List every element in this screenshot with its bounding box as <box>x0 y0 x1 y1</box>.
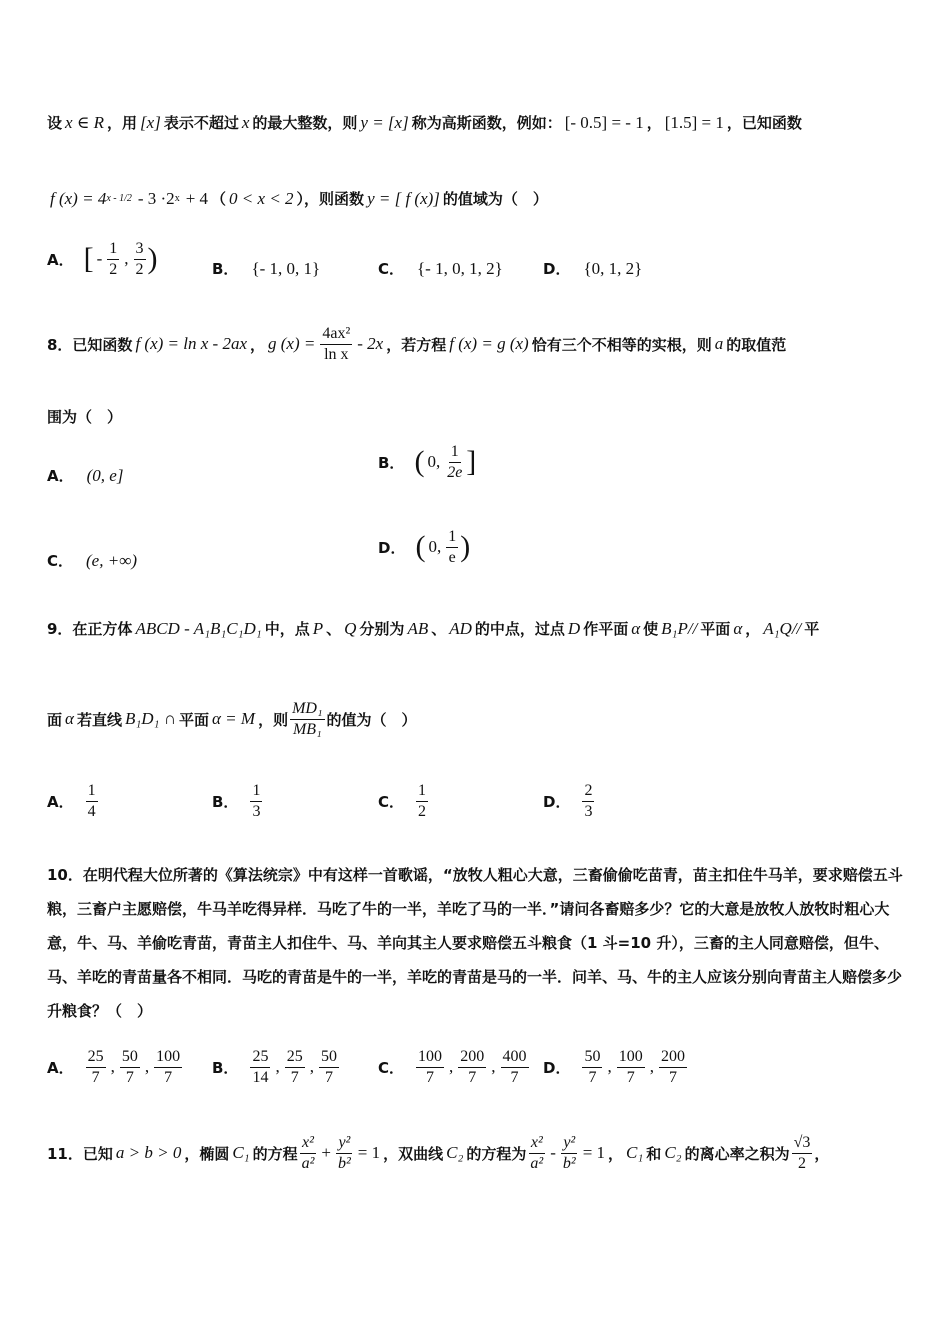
option-label: C． <box>378 1058 405 1077</box>
math: 0, <box>428 537 442 557</box>
fraction: $\frac{\text{x²}}{\text{a²}}$ <box>530 1134 544 1172</box>
math: + 4 <box>185 188 209 208</box>
fraction: $\frac{2}{3}$ <box>584 782 593 820</box>
fraction: $\frac{50}{7}$ <box>584 1048 601 1086</box>
fraction: $\frac{25}{14}$ <box>252 1048 269 1086</box>
fraction: $\frac{400}{7}$ <box>502 1048 527 1086</box>
bracket-icon: ( <box>414 445 425 479</box>
q9-line2 <box>47 700 417 738</box>
text: ，若方程 <box>386 335 447 354</box>
fraction: $\frac{\text{4ax²}}{\text{ln x}}$ <box>322 325 351 363</box>
math: + <box>321 1143 331 1163</box>
text: ， <box>608 1144 624 1163</box>
q9-option-d[interactable] <box>543 782 596 820</box>
option-label: C． <box>47 552 74 570</box>
fraction: $\frac{25}{7}$ <box>87 1048 104 1086</box>
q7-option-d[interactable] <box>543 258 645 279</box>
fraction: $\frac{50}{7}$ <box>121 1048 138 1086</box>
text: 中，点 <box>264 620 310 638</box>
math: B₁D₁ ∩ <box>124 709 176 729</box>
text: 的取值范 <box>726 335 787 354</box>
fraction: $\frac{100}{7}$ <box>418 1048 443 1086</box>
math: , <box>649 1057 654 1077</box>
fraction: $\frac{1}{2}$ <box>109 240 118 278</box>
text: ， <box>250 335 266 354</box>
text: 分别为 <box>359 620 405 638</box>
text: 围为（ ） <box>47 408 123 426</box>
text: 8．已知函数 <box>47 335 133 354</box>
option-label: B． <box>212 792 239 811</box>
text: ），则函数 <box>296 190 365 208</box>
math: C₁ <box>232 1143 250 1163</box>
option-label: C． <box>378 792 405 811</box>
math: B₁P// <box>661 618 698 638</box>
text: ， <box>646 114 662 132</box>
math: x <box>241 112 250 132</box>
q8-line2 <box>47 406 122 427</box>
math: (e, +∞) <box>86 550 137 570</box>
option-label: D． <box>543 1058 571 1077</box>
math: , <box>449 1057 454 1077</box>
math: y = [x] <box>360 112 409 132</box>
q8-option-a[interactable] <box>47 465 126 486</box>
math: - <box>550 1143 556 1163</box>
fraction: $\frac{1}{3}$ <box>252 782 261 820</box>
math: {- 1, 0, 1, 2} <box>417 258 503 278</box>
math: x ∈ R <box>65 112 105 132</box>
math: ABCD - A₁B₁C₁D₁ <box>135 618 262 638</box>
bracket-icon: ( <box>415 530 426 564</box>
text: 的离心率之积为 <box>684 1144 790 1163</box>
math: , <box>124 249 129 269</box>
fraction: $\frac{1}{4}$ <box>87 782 96 820</box>
text: ，椭圆 <box>184 1144 230 1163</box>
fraction: $\frac{100}{7}$ <box>618 1048 643 1086</box>
option-label: D． <box>543 792 571 811</box>
text: 、 <box>326 620 342 638</box>
text: ，用 <box>107 114 138 132</box>
text: ，则 <box>258 710 289 729</box>
text: ， <box>814 1144 830 1163</box>
q10-text: 10．在明代程大位所著的《算法统宗》中有这样一首歌谣，“放牧人粗心大意，三畜偷偷吃苗青，苗主扣住牛马羊，要求赔偿五斗粮，三畜户主愿赔偿，牛马羊吃得异样．马吃了牛的一半，羊吃了马的一半．”请问各畜赔多少？它的大意是放牧人放牧时粗心大意，牛、马、羊偷吃青苗，青苗主人扣住牛、马、羊向其主人要求赔偿五斗粮食（1 斗=10 升），三畜的主人同意赔偿，但牛、马、羊吃的青苗量各不相同．马吃的青苗是牛的一半，羊吃的青苗是马的一半．问羊、马、牛的主人应该分别向青苗主人赔偿多少升粮食？（ ） <box>47 866 903 1020</box>
math: P <box>312 618 324 638</box>
q7-line2 <box>47 188 548 209</box>
q9-option-a[interactable] <box>47 782 100 820</box>
math: α = M <box>212 709 256 729</box>
math: [x] <box>140 112 161 132</box>
math: C₂ <box>446 1143 464 1163</box>
option-label: A． <box>47 1058 74 1077</box>
text: 恰有三个不相等的实根，则 <box>531 335 712 354</box>
q9-option-b[interactable] <box>212 782 264 820</box>
text: 的中点，过点 <box>474 620 565 638</box>
math: {- 1, 0, 1} <box>251 258 321 278</box>
fraction: $\frac{\text{y²}}{\text{b²}}$ <box>562 1134 576 1172</box>
option-label: B． <box>378 453 405 472</box>
math: C₂ <box>664 1143 682 1163</box>
option-label: D． <box>378 538 406 557</box>
option-label: B． <box>212 260 239 278</box>
math: f (x) = ln x - 2ax <box>135 334 247 354</box>
math: y = [ f (x)] <box>367 188 440 208</box>
q8-option-d[interactable] <box>378 528 470 566</box>
text: 9．在正方体 <box>47 620 133 638</box>
math: - <box>96 249 103 269</box>
q9-option-c[interactable] <box>378 782 430 820</box>
text: 使 <box>643 620 659 638</box>
fraction: $\frac{1}{2}$ <box>418 782 427 820</box>
text: 面 <box>47 710 63 729</box>
q7-option-c[interactable] <box>378 258 506 279</box>
math: , <box>144 1057 150 1077</box>
math: AB <box>407 618 429 638</box>
fraction: $\frac{1}{2e}$ <box>447 443 463 481</box>
fraction: $\frac{3}{2}$ <box>135 240 144 278</box>
bracket-icon: [ <box>83 242 94 276</box>
math: , <box>275 1057 280 1077</box>
fraction: $\frac{\text{MD₁}}{\text{MB₁}}$ <box>292 700 323 738</box>
text: ，双曲线 <box>383 1144 444 1163</box>
math: = 1 <box>357 1143 381 1163</box>
text: 11．已知 <box>47 1144 113 1163</box>
fraction: $\frac{√3}{2}$ <box>793 1134 811 1172</box>
math: C₁ <box>626 1143 644 1163</box>
q10-option-b[interactable] <box>212 1048 341 1086</box>
math: , <box>309 1057 314 1077</box>
fraction: $\frac{1}{e}$ <box>448 528 457 566</box>
text: 和 <box>646 1144 662 1163</box>
math: f (x) = 4 x - 1/2 <box>50 188 132 208</box>
math: = 1 <box>582 1143 606 1163</box>
math: α <box>65 709 74 729</box>
text: 平面 <box>178 710 209 729</box>
math: a > b > 0 <box>115 1143 182 1163</box>
text: 的方程 <box>252 1144 298 1163</box>
q8-line1 <box>47 325 786 363</box>
text: 的值为（ ） <box>326 710 417 729</box>
text: 的值域为（ ） <box>442 190 548 208</box>
fraction: $\frac{200}{7}$ <box>660 1048 685 1086</box>
text: 称为高斯函数，例如： <box>411 114 562 132</box>
math: D <box>567 618 581 638</box>
option-label: A． <box>47 250 74 269</box>
bracket-icon: ) <box>460 530 471 564</box>
math: a <box>714 334 724 354</box>
fraction: $\frac{50}{7}$ <box>320 1048 337 1086</box>
math: [1.5] = 1 <box>664 112 724 132</box>
fraction: $\frac{\text{y²}}{\text{b²}}$ <box>338 1134 351 1172</box>
math: 0, <box>427 452 441 472</box>
q10-option-c[interactable] <box>378 1048 531 1086</box>
text: ， <box>745 620 761 638</box>
fraction: $\frac{100}{7}$ <box>156 1048 181 1086</box>
math: A₁Q// <box>763 618 802 638</box>
math: f (x) = g (x) <box>449 334 529 354</box>
fraction: $\frac{200}{7}$ <box>460 1048 485 1086</box>
option-label: C． <box>378 260 405 278</box>
text: 的方程为 <box>466 1144 527 1163</box>
option-label: B． <box>212 1058 239 1077</box>
text: 的最大整数，则 <box>252 114 358 132</box>
q7-option-b[interactable] <box>212 258 323 279</box>
option-label: A． <box>47 792 74 811</box>
q10-option-a[interactable] <box>47 1048 184 1086</box>
q8-option-b[interactable] <box>378 443 476 481</box>
math: , <box>110 1057 115 1077</box>
math: - 3 ·2 x <box>137 188 180 208</box>
math: Q <box>344 618 357 638</box>
text: 、 <box>431 620 447 638</box>
text: ，已知函数 <box>726 114 802 132</box>
q8-option-c[interactable] <box>47 550 140 571</box>
option-label: A． <box>47 467 74 485</box>
text: （ <box>211 190 227 208</box>
math: , <box>607 1057 612 1077</box>
fraction: $\frac{25}{7}$ <box>286 1048 303 1086</box>
text: 设 <box>47 114 63 132</box>
fraction: $\frac{\text{x²}}{\text{a²}}$ <box>301 1134 315 1172</box>
math: AD <box>449 618 472 638</box>
math: - 2x <box>357 334 384 354</box>
math: α <box>733 618 743 638</box>
q10-option-d[interactable] <box>543 1048 689 1086</box>
text: 平 <box>804 620 820 638</box>
math: 0 < x < 2 <box>229 188 294 208</box>
math: [- 0.5] = - 1 <box>564 112 644 132</box>
math: (0, e] <box>86 465 124 485</box>
text: 平面 <box>700 620 731 638</box>
text: 作平面 <box>583 620 629 638</box>
bracket-icon: ) <box>147 242 158 276</box>
math: {0, 1, 2} <box>583 258 643 278</box>
math: , <box>491 1057 496 1077</box>
q11-line1 <box>47 1134 829 1172</box>
text: 若直线 <box>76 710 122 729</box>
math: α <box>631 618 641 638</box>
math: g (x) = <box>268 334 316 354</box>
text: 表示不超过 <box>163 114 239 132</box>
bracket-icon: ] <box>466 445 477 479</box>
q7-option-a[interactable] <box>47 240 158 278</box>
option-label: D． <box>543 260 571 278</box>
q7-line1 <box>47 112 802 133</box>
q9-line1 <box>47 618 819 639</box>
